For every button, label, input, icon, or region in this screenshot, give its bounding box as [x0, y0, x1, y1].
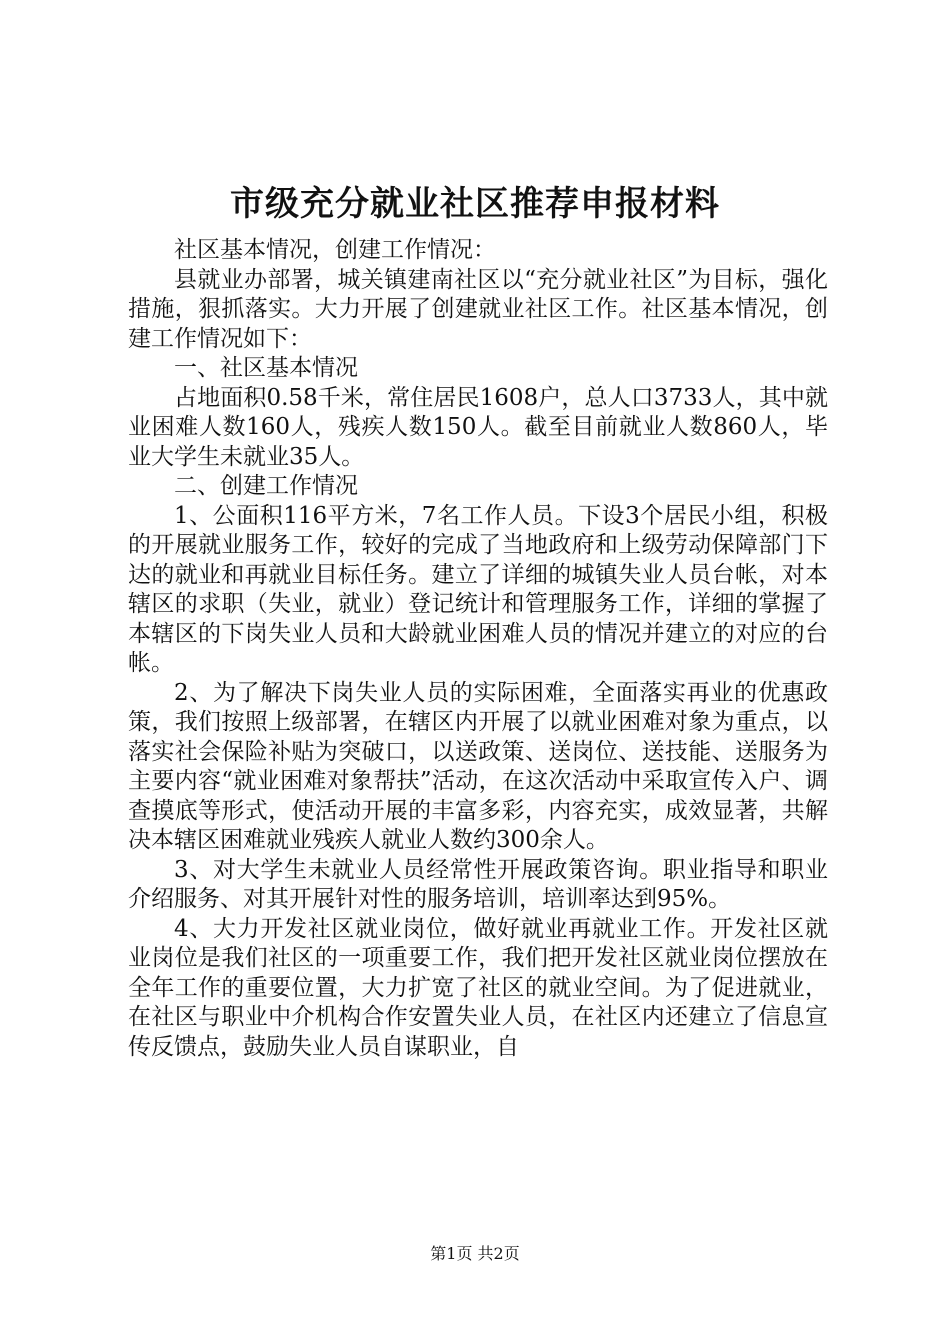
paragraph-item-1: 1、公面积116平方米，7名工作人员。下设3个居民小组，积极的开展就业服务工作，较好的完成了当地政府和上级劳动保障部门下达的就业和再就业目标任务。建立了详细的城镇失业人员台帐，对本辖区的求职（失业，就业）登记统计和管理服务工作，详细的掌握了本辖区的下岗失业人员和大龄就业困难人员的情况并建立的对应的台帐。 — [128, 502, 828, 676]
section-heading-basic-info: 一、社区基本情况 — [174, 355, 358, 381]
paragraph-item-3: 3、对大学生未就业人员经常性开展政策咨询。职业指导和职业介绍服务、对其开展针对性的服务培训，培训率达到95%。 — [128, 856, 828, 912]
document-body — [128, 236, 828, 1062]
paragraph-basic-info: 占地面积0.58千米，常住居民1608户，总人口3733人，其中就业困难人数160人，残疾人数150人。截至目前就业人数860人，毕业大学生未就业35人。 — [128, 384, 828, 470]
document-title: 市级充分就业社区推荐申报材料 — [230, 184, 720, 224]
page-number: 第1页 共2页 — [430, 1244, 520, 1263]
paragraph-item-2: 2、为了解决下岗失业人员的实际困难，全面落实再业的优惠政策，我们按照上级部署，在辖区内开展了以就业困难对象为重点，以落实社会保险补贴为突破口，以送政策、送岗位、送技能、送服务为主要内容“就业困难对象帮扶”活动，在这次活动中采取宣传入户、调查摸底等形式，使活动开展的丰富多彩，内容充实，成效显著，共解决本辖区困难就业残疾人就业人数约300余人。 — [128, 679, 828, 853]
paragraph-intro: 社区基本情况，创建工作情况： — [174, 237, 496, 263]
section-heading-work: 二、创建工作情况 — [174, 473, 358, 499]
paragraph-item-4: 4、大力开发社区就业岗位，做好就业再就业工作。开发社区就业岗位是我们社区的一项重要工作，我们把开发社区就业岗位摆放在全年工作的重要位置，大力扩宽了社区的就业空间。为了促进就业，在社区与职业中介机构合作安置失业人员，在社区内还建立了信息宣传反馈点，鼓励失业人员自谋职业，自 — [128, 915, 828, 1060]
paragraph-deployment: 县就业办部署，城关镇建南社区以“充分就业社区”为目标，强化措施，狠抓落实。大力开展了创建就业社区工作。社区基本情况，创建工作情况如下： — [128, 266, 828, 352]
